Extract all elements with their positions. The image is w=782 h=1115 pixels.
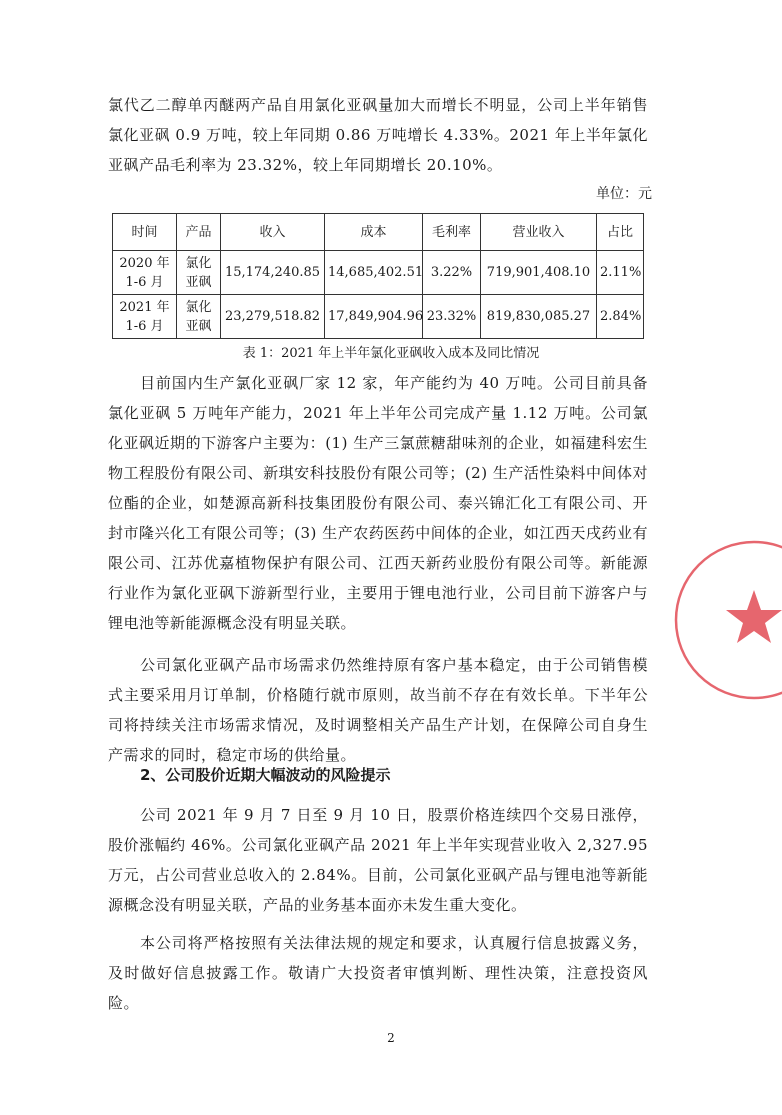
cell-revenue: 23,279,518.82 bbox=[221, 295, 325, 339]
cell-share: 2.84% bbox=[597, 295, 644, 339]
section-heading: 2、公司股价近期大幅波动的风险提示 bbox=[140, 766, 391, 784]
cell-time: 2020 年 1-6 月 bbox=[113, 251, 177, 295]
header-cost: 成本 bbox=[325, 214, 423, 251]
cell-gross-margin: 23.32% bbox=[423, 295, 481, 339]
header-gross-margin: 毛利率 bbox=[423, 214, 481, 251]
page-number: 2 bbox=[387, 1031, 395, 1045]
cell-product: 氯化亚砜 bbox=[177, 295, 221, 339]
header-product: 产品 bbox=[177, 214, 221, 251]
cell-operating-revenue: 819,830,085.27 bbox=[481, 295, 597, 339]
paragraph-intro: 氯代乙二醇单丙醚两产品自用氯化亚砜量加大而增长不明显，公司上半年销售氯化亚砜 0.9 万吨，较上年同期 0.86 万吨增长 4.33%。2021 年上半年氯化亚砜产品毛利率为 23.32%，较上年同期增长 20.10%。 bbox=[108, 96, 648, 174]
cell-time: 2021 年 1-6 月 bbox=[113, 295, 177, 339]
unit-label: 单位：元 bbox=[596, 186, 652, 202]
cell-cost: 14,685,402.51 bbox=[325, 251, 423, 295]
cell-share: 2.11% bbox=[597, 251, 644, 295]
seal-icon bbox=[672, 530, 782, 710]
table-caption: 表 1：2021 年上半年氯化亚砜收入成本及同比情况 bbox=[242, 346, 540, 361]
header-operating-revenue: 营业收入 bbox=[481, 214, 597, 251]
header-time: 时间 bbox=[113, 214, 177, 251]
cell-product: 氯化亚砜 bbox=[177, 251, 221, 295]
cell-cost: 17,849,904.96 bbox=[325, 295, 423, 339]
revenue-table bbox=[112, 213, 644, 339]
cell-gross-margin: 3.22% bbox=[423, 251, 481, 295]
paragraph-disclosure: 本公司将严格按照有关法律法规的规定和要求，认真履行信息披露义务，及时做好信息披露工作。敬请广大投资者审慎判断、理性决策，注意投资风险。 bbox=[108, 934, 648, 1012]
table-row bbox=[113, 251, 644, 295]
table-header-row bbox=[113, 214, 644, 251]
company-seal-stamp bbox=[672, 530, 782, 710]
paragraph-stock-volatility: 公司 2021 年 9 月 7 日至 9 月 10 日，股票价格连续四个交易日涨停，股价涨幅约 46%。公司氯化亚砜产品 2021 年上半年实现营业收入 2,327.95 万元，占公司营业总收入的 2.84%。目前，公司氯化亚砜产品与锂电池等新能源概念没有明显关联，产品的业务基本面亦未发生重大变化。 bbox=[108, 806, 648, 914]
paragraph-capacity-customers: 目前国内生产氯化亚砜厂家 12 家，年产能约为 40 万吨。公司目前具备氯化亚砜 5 万吨年产能力，2021 年上半年公司完成产量 1.12 万吨。公司氯化亚砜近期的下游客户主要为：(1) 生产三氯蔗糖甜味剂的企业，如福建科宏生物工程股份有限公司、新琪安科技股份有限公司等；(2) 生产活性染料中间体对位酯的企业，如楚源高新科技集团股份有限公司、泰兴锦汇化工有限公司、开封市隆兴化工有限公司等；(3) 生产农药医药中间体的企业，如江西天戌药业有限公司、江苏优嘉植物保护有限公司、江西天新药业股份有限公司等。新能源行业作为氯化亚砜下游新型行业，主要用于锂电池行业，公司目前下游客户与锂电池等新能源概念没有明显关联。 bbox=[108, 374, 648, 632]
header-revenue: 收入 bbox=[221, 214, 325, 251]
cell-operating-revenue: 719,901,408.10 bbox=[481, 251, 597, 295]
table-row bbox=[113, 295, 644, 339]
header-share: 占比 bbox=[597, 214, 644, 251]
cell-revenue: 15,174,240.85 bbox=[221, 251, 325, 295]
paragraph-market-demand: 公司氯化亚砜产品市场需求仍然维持原有客户基本稳定，由于公司销售模式主要采用月订单制，价格随行就市原则，故当前不存在有效长单。下半年公司将持续关注市场需求情况，及时调整相关产品生产计划，在保障公司自身生产需求的同时，稳定市场的供给量。 bbox=[108, 656, 648, 764]
